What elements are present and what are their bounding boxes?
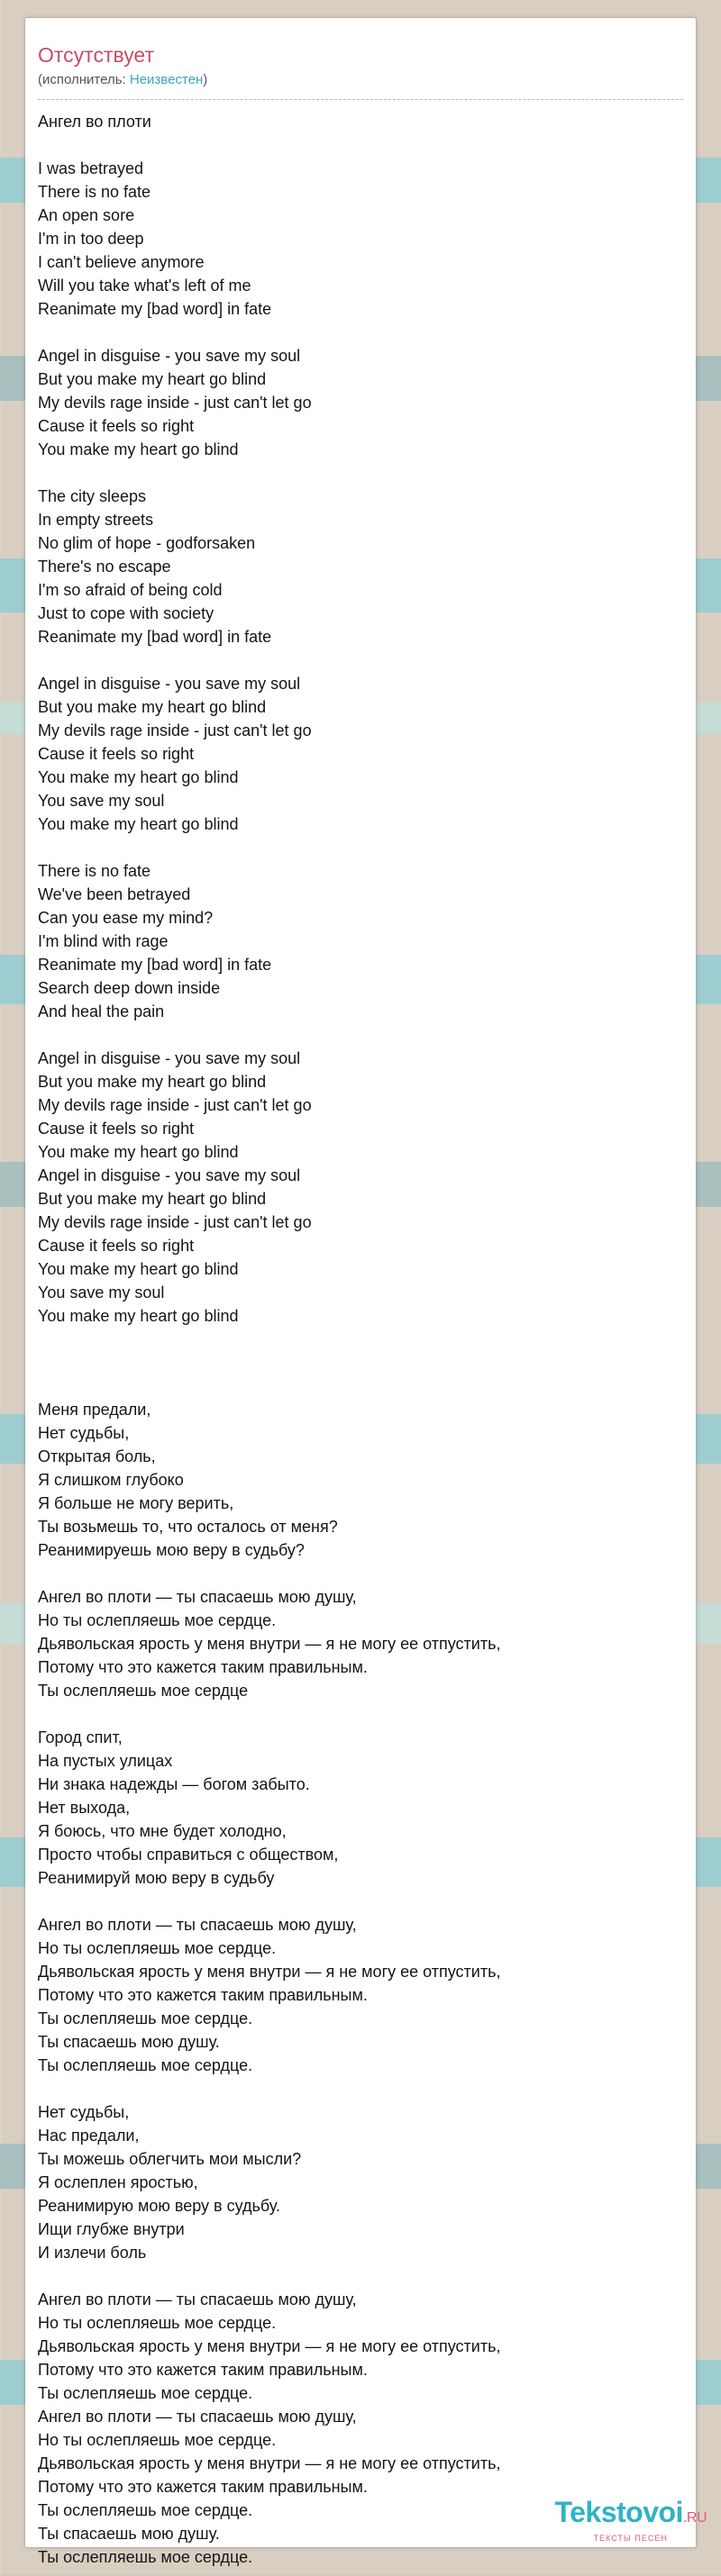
lyric-line: Ты ослепляешь мое сердце.	[38, 2548, 253, 2566]
lyric-line: Cause it feels so right	[38, 1120, 195, 1138]
lyric-line: Я слишком глубоко	[38, 1471, 184, 1489]
lyric-line: Ангел во плоти — ты спасаешь мою душу,	[38, 1588, 357, 1606]
lyric-line: Angel in disguise - you save my soul	[38, 347, 301, 365]
site-logo[interactable]	[554, 2497, 707, 2544]
lyric-line: I was betrayed	[38, 159, 144, 177]
lyric-line: You save my soul	[38, 1283, 165, 1302]
lyric-line: Но ты ослепляешь мое сердце.	[38, 2431, 277, 2449]
logo-tagline: ТЕКСТЫ ПЕСЕН	[593, 2534, 668, 2543]
lyric-line: Reanimate my [bad word] in fate	[38, 628, 272, 646]
lyric-line: Ты ослепляешь мое сердце.	[38, 2009, 253, 2027]
lyric-line: Я боюсь, что мне будет холодно,	[38, 1822, 287, 1840]
lyric-line	[38, 2077, 683, 2100]
lyric-line: You make my heart go blind	[38, 1307, 239, 1325]
lyric-line: You make my heart go blind	[38, 440, 239, 458]
lyric-line: Потому что это кажется таким правильным.	[38, 1658, 368, 1676]
lyric-line	[38, 461, 683, 485]
lyric-line: Reanimate my [bad word] in fate	[38, 300, 272, 318]
lyric-line: You make my heart go blind	[38, 1260, 239, 1278]
lyric-line: But you make my heart go blind	[38, 370, 267, 388]
lyric-line: The city sleeps	[38, 487, 147, 505]
lyric-line: Ты возьмешь то, что осталось от меня?	[38, 1518, 338, 1536]
lyric-line: Ты ослепляешь мое сердце.	[38, 2501, 253, 2519]
lyric-line: Angel in disguise - you save my soul	[38, 1166, 301, 1184]
lyric-line: You make my heart go blind	[38, 768, 239, 786]
lyric-line: I'm so afraid of being cold	[38, 581, 223, 599]
lyric-line: Ангел во плоти — ты спасаешь мою душу,	[38, 2408, 357, 2426]
lyric-line: Открытая боль,	[38, 1447, 156, 1465]
lyric-line: My devils rage inside - just can't let go	[38, 1213, 312, 1231]
lyric-line	[38, 1374, 683, 1398]
lyric-line: Ты ослепляешь мое сердце.	[38, 2056, 253, 2074]
lyric-line: Ты ослепляешь мое сердце	[38, 1682, 249, 1700]
lyric-line: But you make my heart go blind	[38, 1073, 267, 1091]
lyric-line	[38, 836, 683, 859]
lyric-line: You save my soul	[38, 792, 165, 810]
lyric-line: Потому что это кажется таким правильным.	[38, 1986, 368, 2004]
lyric-line: Дьявольская ярость у меня внутри — я не могу ее отпустить,	[38, 1635, 501, 1653]
lyric-line: My devils rage inside - just can't let go	[38, 721, 312, 739]
lyric-line	[38, 2264, 683, 2288]
logo-tld: .RU	[682, 2510, 707, 2526]
lyric-line: Angel in disguise - you save my soul	[38, 1049, 301, 1067]
lyric-line: Ангел во плоти	[38, 113, 151, 131]
lyric-line: In empty streets	[38, 511, 154, 529]
lyric-line: Нас предали,	[38, 2127, 140, 2145]
lyric-line: Потому что это кажется таким правильным.	[38, 2478, 368, 2496]
lyric-line: На пустых улицах	[38, 1752, 173, 1770]
lyric-line: No glim of hope - godforsaken	[38, 534, 256, 552]
lyric-line: An open sore	[38, 206, 135, 224]
lyric-line: Нет судьбы,	[38, 1424, 130, 1442]
lyric-line: Дьявольская ярость у меня внутри — я не могу ее отпустить,	[38, 2337, 501, 2355]
lyric-line: Ангел во плоти — ты спасаешь мою душу,	[38, 2290, 357, 2308]
lyric-line: Angel in disguise - you save my soul	[38, 675, 301, 693]
lyric-line: There is no fate	[38, 183, 151, 201]
lyric-line: Реанимируешь мою веру в судьбу?	[38, 1541, 305, 1559]
song-title: Отсутствует	[38, 43, 154, 67]
lyric-line: Потому что это кажется таким правильным.	[38, 2361, 368, 2379]
lyric-line: But you make my heart go blind	[38, 698, 267, 716]
lyric-line: Но ты ослепляешь мое сердце.	[38, 1611, 277, 1629]
artist-suffix: )	[203, 72, 208, 87]
lyric-line: Ни знака надежды — богом забыто.	[38, 1775, 310, 1793]
lyric-line: Reanimate my [bad word] in fate	[38, 956, 272, 974]
lyric-line	[38, 1023, 683, 1047]
lyric-line: Search deep down inside	[38, 979, 221, 997]
lyric-line: Реанимирую мою веру в судьбу.	[38, 2197, 280, 2215]
lyric-line: My devils rage inside - just can't let go	[38, 1096, 312, 1114]
lyric-line: Ты ослепляешь мое сердце.	[38, 2384, 253, 2402]
lyric-line: Cause it feels so right	[38, 417, 195, 435]
artist-prefix: (исполнитель:	[38, 72, 130, 87]
lyric-line: Меня предали,	[38, 1401, 151, 1419]
lyric-line: Реанимируй мою веру в судьбу	[38, 1869, 275, 1887]
logo-wordmark	[554, 2497, 707, 2534]
lyric-line: Город спит,	[38, 1728, 123, 1746]
lyric-line	[38, 1890, 683, 1913]
lyric-line: Ангел во плоти — ты спасаешь мою душу,	[38, 1916, 357, 1934]
lyric-line: My devils rage inside - just can't let go	[38, 394, 312, 412]
lyric-line	[38, 1562, 683, 1585]
lyric-line: But you make my heart go blind	[38, 1190, 267, 1208]
lyric-line: Ты спасаешь мою душу.	[38, 2033, 220, 2051]
lyric-line: Ищи глубже внутри	[38, 2220, 185, 2238]
lyric-line: Just to cope with society	[38, 604, 214, 622]
lyric-line: Cause it feels so right	[38, 745, 195, 763]
lyric-line: We've been betrayed	[38, 885, 191, 903]
lyric-line: Но ты ослепляешь мое сердце.	[38, 1939, 277, 1957]
lyric-line: Will you take what's left of me	[38, 277, 251, 295]
lyric-line: Can you ease my mind?	[38, 909, 214, 927]
lyric-line: Просто чтобы справиться с обществом,	[38, 1846, 339, 1864]
lyric-line	[38, 1351, 683, 1374]
artist-link[interactable]: Неизвестен	[129, 72, 204, 87]
lyric-line: And heal the pain	[38, 1002, 165, 1020]
lyric-line: Ты спасаешь мою душу.	[38, 2525, 220, 2543]
lyric-line: There is no fate	[38, 862, 151, 880]
lyric-line	[38, 133, 683, 157]
artist-line	[38, 72, 207, 88]
lyric-line: Я больше не могу верить,	[38, 1494, 234, 1512]
lyric-line: Ты можешь облегчить мои мысли?	[38, 2150, 302, 2168]
lyric-line: Дьявольская ярость у меня внутри — я не могу ее отпустить,	[38, 1963, 501, 1981]
lyric-line: There's no escape	[38, 558, 171, 576]
lyric-line	[38, 1328, 683, 1351]
lyric-line	[38, 321, 683, 344]
lyrics-card	[25, 18, 696, 2566]
lyric-line: И излечи боль	[38, 2244, 147, 2262]
lyric-line: Нет выхода,	[38, 1799, 131, 1817]
lyric-line: I can't believe anymore	[38, 253, 205, 271]
lyric-line: I'm in too deep	[38, 230, 144, 248]
song-header	[38, 41, 683, 100]
lyric-line: Но ты ослепляешь мое сердце.	[38, 2314, 277, 2332]
logo-name: Tekstovoi	[554, 2496, 683, 2528]
lyric-line: Нет судьбы,	[38, 2103, 130, 2121]
lyric-line: I'm blind with rage	[38, 932, 169, 950]
lyric-line: Дьявольская ярость у меня внутри — я не могу ее отпустить,	[38, 2454, 501, 2472]
lyrics-text	[38, 110, 683, 2569]
lyric-line	[38, 649, 683, 672]
lyric-line: You make my heart go blind	[38, 815, 239, 833]
lyric-line: Cause it feels so right	[38, 1237, 195, 1255]
lyric-line	[38, 1702, 683, 1726]
lyric-line: You make my heart go blind	[38, 1143, 239, 1161]
lyric-line: Я ослеплен яростью,	[38, 2173, 198, 2191]
